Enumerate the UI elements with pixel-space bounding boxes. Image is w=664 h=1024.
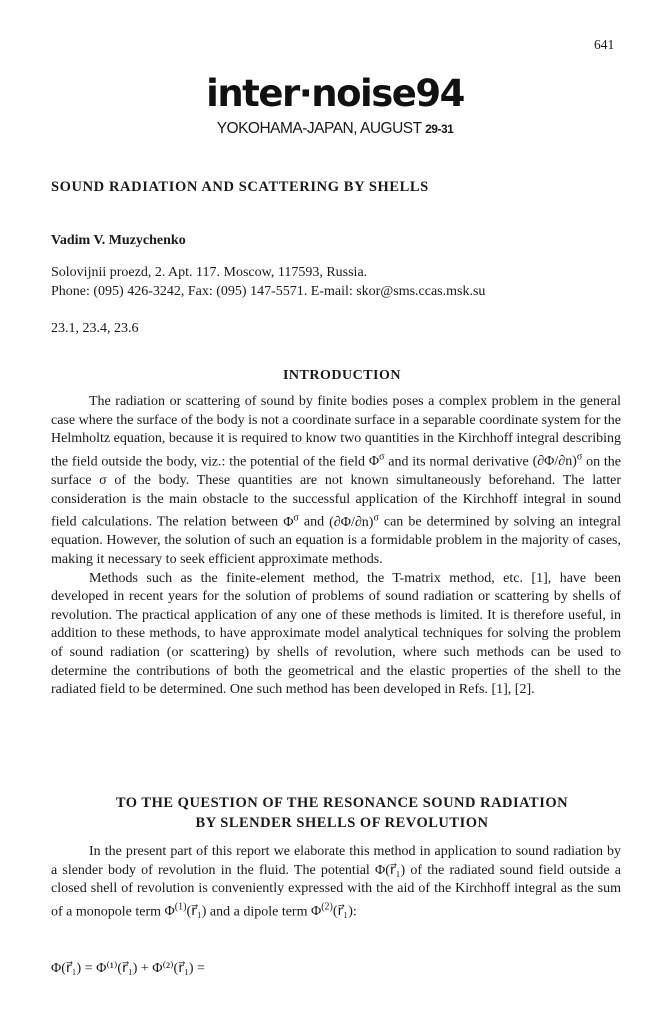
sup-2: (2) — [321, 901, 333, 913]
intro-text-c: on the surface σ of the body. These quantities are not known simultaneously beforehand. The latter consideration is the main obstacle to the successful application of the Kirchhoff integral in sound field calculations. The relation between — [51, 454, 621, 530]
potential-formula: Φ(r⃗₁) = Φ⁽¹⁾(r⃗₁) + Φ⁽²⁾(r⃗₁) = — [51, 961, 205, 976]
paper-title: SOUND RADIATION AND SCATTERING BY SHELLS — [51, 179, 429, 195]
intro-paragraph-1 — [51, 393, 621, 570]
phi-base: Φ — [310, 904, 322, 920]
author-address — [51, 263, 485, 301]
phi-base: Φ — [283, 514, 294, 530]
page-number: 641 — [594, 37, 615, 52]
resonance-heading — [10, 793, 664, 833]
sigma-sup: σ — [373, 512, 379, 524]
phi-r1-symbol: Φ(r⃗₁) — [374, 862, 406, 878]
resonance-heading-line-1: TO THE QUESTION OF THE RESONANCE SOUND RADIATION — [115, 795, 569, 811]
sup-1: (1) — [174, 901, 187, 913]
conference-location-text: YOKOHAMA-JAPAN, AUGUST — [216, 120, 426, 137]
conference-dates: 29-31 — [425, 122, 454, 136]
sigma-sup: σ — [293, 512, 299, 524]
reso-text-b: of the radiated sound field outside a closed shell of revolution is conveniently expressed with the aid of the Kirchhoff integral as the sum of a monopole term — [51, 862, 621, 920]
phi-sigma-symbol — [283, 512, 299, 530]
phi-sigma-symbol — [368, 451, 385, 470]
normal-derivative-symbol — [532, 451, 583, 470]
introduction-heading: INTRODUCTION — [282, 368, 401, 383]
resonance-paragraph-1 — [51, 843, 621, 922]
contact-line: Phone: (095) 426-3242, Fax: (095) 147-5571. E-mail: skor@sms.ccas.msk.su — [51, 284, 486, 299]
conference-logo: inter·noise94 — [206, 72, 464, 115]
resonance-body — [51, 843, 621, 922]
phi-base: Φ — [368, 454, 380, 470]
intro-paragraph-2: Methods such as the finite-element method, the T-matrix method, etc. [1], have been developed in recent years for the solution of problems of sound radiation or scattering by shells of revolution. The practical application of any one of these methods is limited. It is therefore useful, in addition to these methods, to have approximate model analytical techniques for solving the problem of sound radiation (or scattering) by shells of revolution, where such methods can be used to determine the contributions of both the geometrical and the elastic properties of the shell to the radiated field to be determined. One such method has been developed in Refs. [1], [2]. — [51, 570, 621, 698]
phi-base: Φ — [164, 904, 175, 920]
reso-text-a: In the present part of this report we elaborate this method in application to sound radiation by a slender body of revolution in the fluid. The potential — [51, 844, 621, 878]
resonance-heading-line-2: BY SLENDER SHELLS OF REVOLUTION — [195, 815, 489, 831]
conference-location — [200, 120, 470, 138]
sigma-sup: σ — [576, 451, 583, 463]
intro-text-b: and its normal derivative — [384, 454, 533, 470]
normal-derivative-symbol — [329, 512, 379, 530]
r1: (r⃗₁) — [332, 904, 353, 920]
r1: (r⃗₁) — [186, 904, 207, 920]
monopole-symbol — [164, 901, 207, 920]
subject-codes: 23.1, 23.4, 23.6 — [51, 321, 139, 336]
dphi-dn: (∂Φ/∂n) — [329, 514, 374, 530]
sigma-sup: σ — [379, 451, 385, 463]
introduction-body — [51, 393, 621, 700]
intro-text-a: The radiation or scattering of sound by finite bodies poses a complex problem in the general case where the surface of the body is not a coordinate surface in a separable coordinate system for the Helmholtz equation, because it is required to know two quantities in the Kirchhoff integral describing the field outside the body, viz.: the potential of the field — [51, 394, 621, 470]
intro-text-d: and — [298, 514, 330, 530]
reso-text-d: : — [352, 904, 357, 920]
intro-text-e: can be determined by solving an integral equation. However, the solution of such an equation is a formidable problem in the majority of cases, making it necessary to seek efficient approximate methods. — [51, 514, 621, 568]
address-line: Solovijnii proezd, 2. Apt. 117. Moscow, 117593, Russia. — [51, 265, 368, 280]
dphi-dn: (∂Φ/∂n) — [532, 454, 577, 470]
reso-text-c: and a dipole term — [206, 904, 311, 920]
dipole-symbol — [310, 901, 353, 920]
author-name: Vadim V. Muzychenko — [51, 233, 186, 248]
